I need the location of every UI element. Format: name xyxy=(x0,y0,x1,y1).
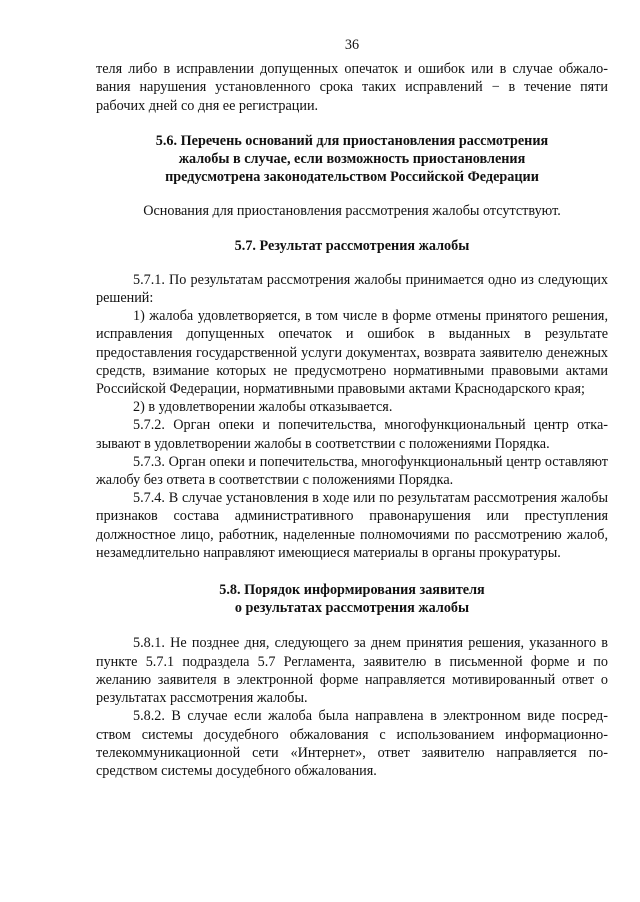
section-5-6-heading xyxy=(96,132,608,187)
section-5-6-heading-line: жалобы в случае, если возможность приостановления xyxy=(178,151,526,168)
paragraph-5-7-2: 5.7.2. Орган опеки и попечительства, многофункциональный центр отказывают в удовлетворении жалобы в соответствии с положениями Порядка. xyxy=(96,417,608,452)
section-5-6-heading-line: предусмотрена законодательством Российской Федерации xyxy=(165,169,539,186)
section-5-7-heading-line: 5.7. Результат рассмотрения жалобы xyxy=(234,237,470,254)
intro-paragraph: теля либо в исправлении допущенных опечаток и ошибок или в случае обжалования нарушения установленного срока таких исправлений − в течение пяти рабочих дней со дня ее регистрации. xyxy=(96,61,608,114)
page-number: 36 xyxy=(344,37,360,53)
section-5-6-text: Основания для приостановления рассмотрения жалобы отсутствуют. xyxy=(143,203,561,220)
section-5-6-heading-line: 5.6. Перечень оснований для приостановления рассмотрения xyxy=(155,132,549,149)
paragraph-5-8-2: 5.8.2. В случае если жалоба была направлена в электронном виде посредством системы досудебного обжалования с использованием информационнотелекоммуникационной сети «Интернет», ответ заявителю направляется посредством системы досудебного обжалования. xyxy=(96,708,608,779)
paragraph-5-7-1-item-2: 2) в удовлетворении жалобы отказывается. xyxy=(133,399,393,416)
paragraph-5-7-3: 5.7.3. Орган опеки и попечительства, многофункциональный центр оставляют жалобу без ответа в соответствии с положениями Порядка. xyxy=(96,453,608,489)
paragraph-5-7-4: 5.7.4. В случае установления в ходе или по результатам рассмотрения жалобы признаков состава административного правонарушения или преступления должностное лицо, работник, наделенные полномочиями по рассмотрению жалоб, незамедлительно направляют имеющиеся материалы в органы прокуратуры. xyxy=(96,490,608,561)
paragraph-5-7-1-item-1: 1) жалоба удовлетворяется, в том числе в форме отмены принятого решения, исправления допущенных опечаток и ошибок в выданных в результате предоставления государственной услуги документах, возврата заявителю денежных средств, взимание которых не предусмотрено нормативными правовыми актами Российской Федерации, нормативными правовыми актами Краснодарского края; xyxy=(96,308,608,398)
section-5-8-heading xyxy=(96,581,608,617)
paragraph-5-8-1: 5.8.1. Не позднее дня, следующего за днем принятия решения, указанного в пункте 5.7.1 подраздела 5.7 Регламента, заявителю в письменной форме и по желанию заявителя в электронной форме направляется мотивированный ответ о результатах рассмотрения жалобы. xyxy=(96,635,608,707)
section-5-8-heading-line: о результатах рассмотрения жалобы xyxy=(234,600,470,617)
section-5-8-heading-line: 5.8. Порядок информирования заявителя xyxy=(219,582,485,599)
section-5-7-heading xyxy=(96,237,608,255)
document-page xyxy=(96,36,608,780)
paragraph-5-7-1: 5.7.1. По результатам рассмотрения жалобы принимается одно из следующих решений: xyxy=(96,271,608,307)
